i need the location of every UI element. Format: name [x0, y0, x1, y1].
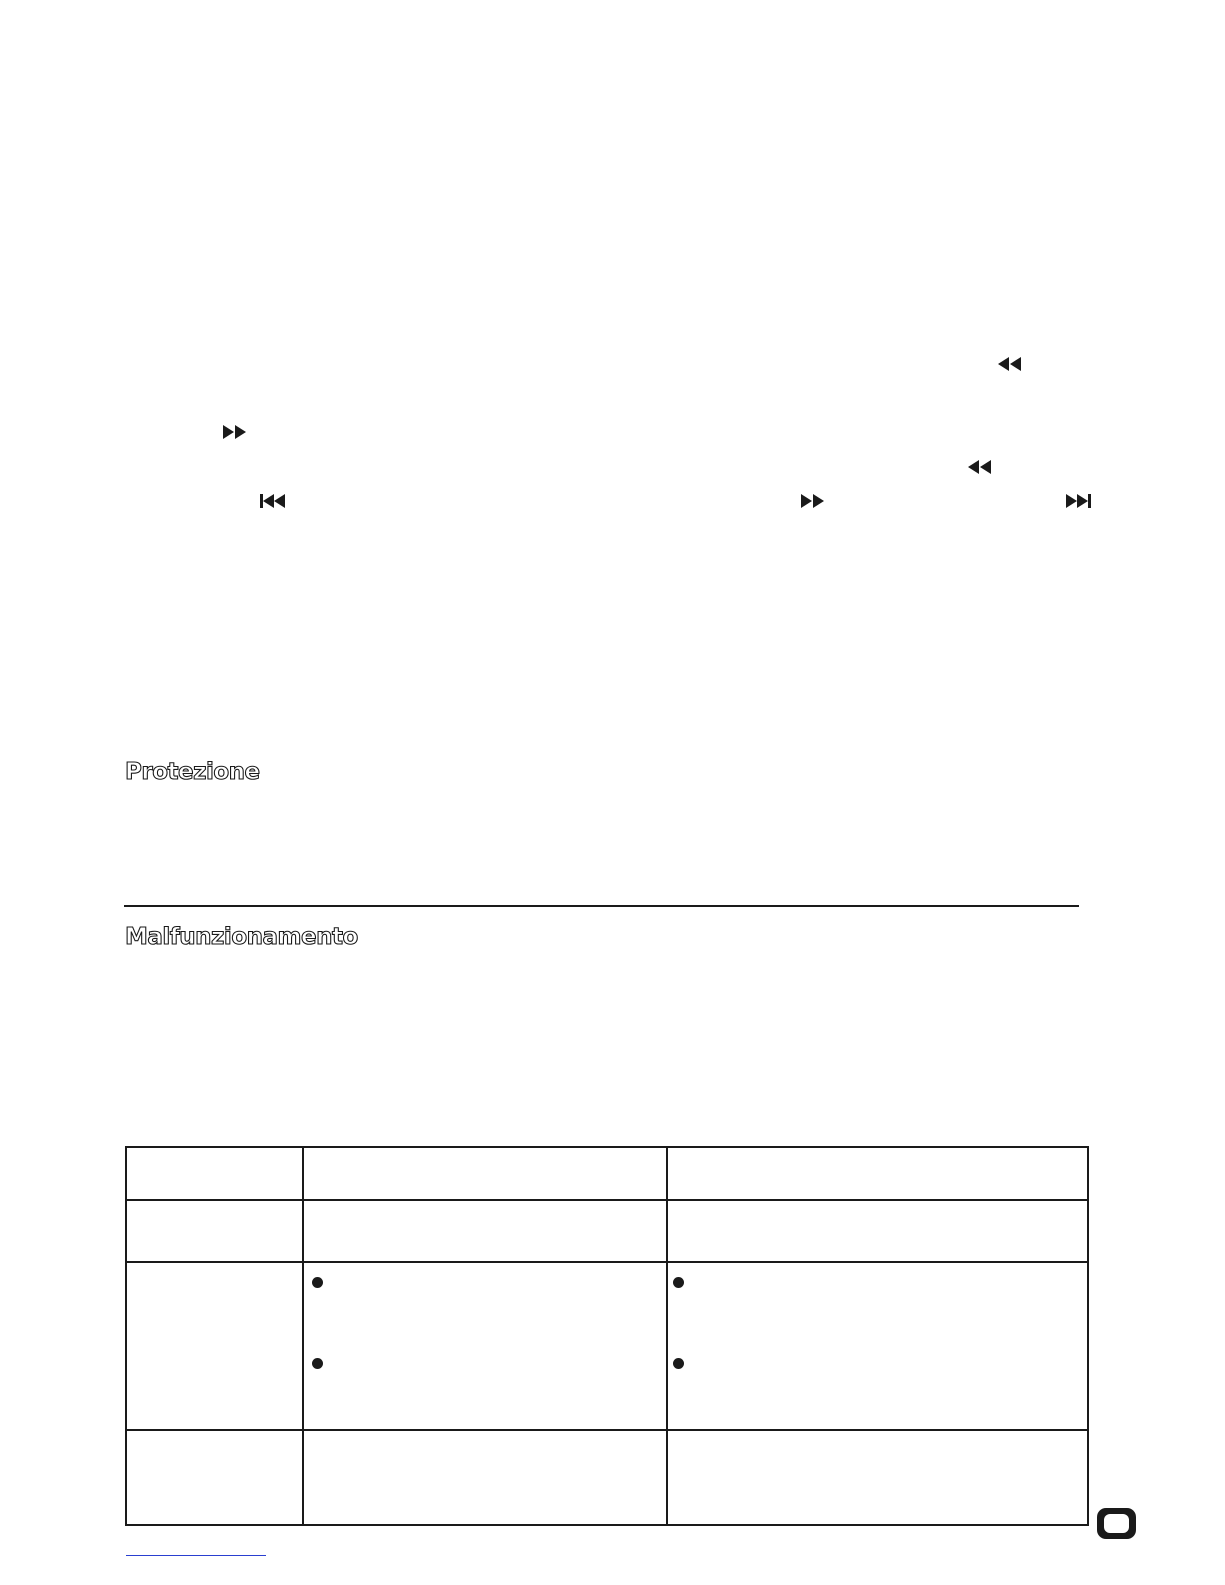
- table-cell: [667, 1262, 1088, 1430]
- bullet-icon: [673, 1277, 684, 1288]
- table-cell: [667, 1147, 1088, 1200]
- table-cell: [303, 1200, 667, 1262]
- table-row: [126, 1200, 1088, 1262]
- table-cell: [126, 1262, 303, 1430]
- table-cell: [126, 1430, 303, 1525]
- section-divider: [124, 905, 1079, 907]
- rewind-icon: [967, 459, 992, 475]
- section-heading-malfunction: Malfunzionamento: [125, 924, 358, 950]
- troubleshooting-table: [125, 1146, 1089, 1526]
- fast-forward-icon: [800, 493, 825, 509]
- bullet-icon: [312, 1358, 323, 1369]
- table-row: [126, 1430, 1088, 1525]
- footer-link[interactable]: [126, 1555, 266, 1556]
- skip-next-icon: [1065, 493, 1092, 509]
- table-cell: [126, 1147, 303, 1200]
- table-cell: [303, 1262, 667, 1430]
- table-cell: [667, 1200, 1088, 1262]
- table-cell: [303, 1430, 667, 1525]
- page-badge-icon: [1097, 1508, 1136, 1539]
- table-cell: [126, 1200, 303, 1262]
- bullet-icon: [312, 1277, 323, 1288]
- table-cell: [667, 1430, 1088, 1525]
- table-header-row: [126, 1147, 1088, 1200]
- bullet-icon: [673, 1358, 684, 1369]
- table-cell: [303, 1147, 667, 1200]
- section-heading-protection: Protezione: [125, 759, 260, 785]
- table-row: [126, 1262, 1088, 1430]
- skip-previous-icon: [259, 493, 286, 509]
- rewind-icon: [997, 356, 1022, 372]
- fast-forward-icon: [222, 424, 247, 440]
